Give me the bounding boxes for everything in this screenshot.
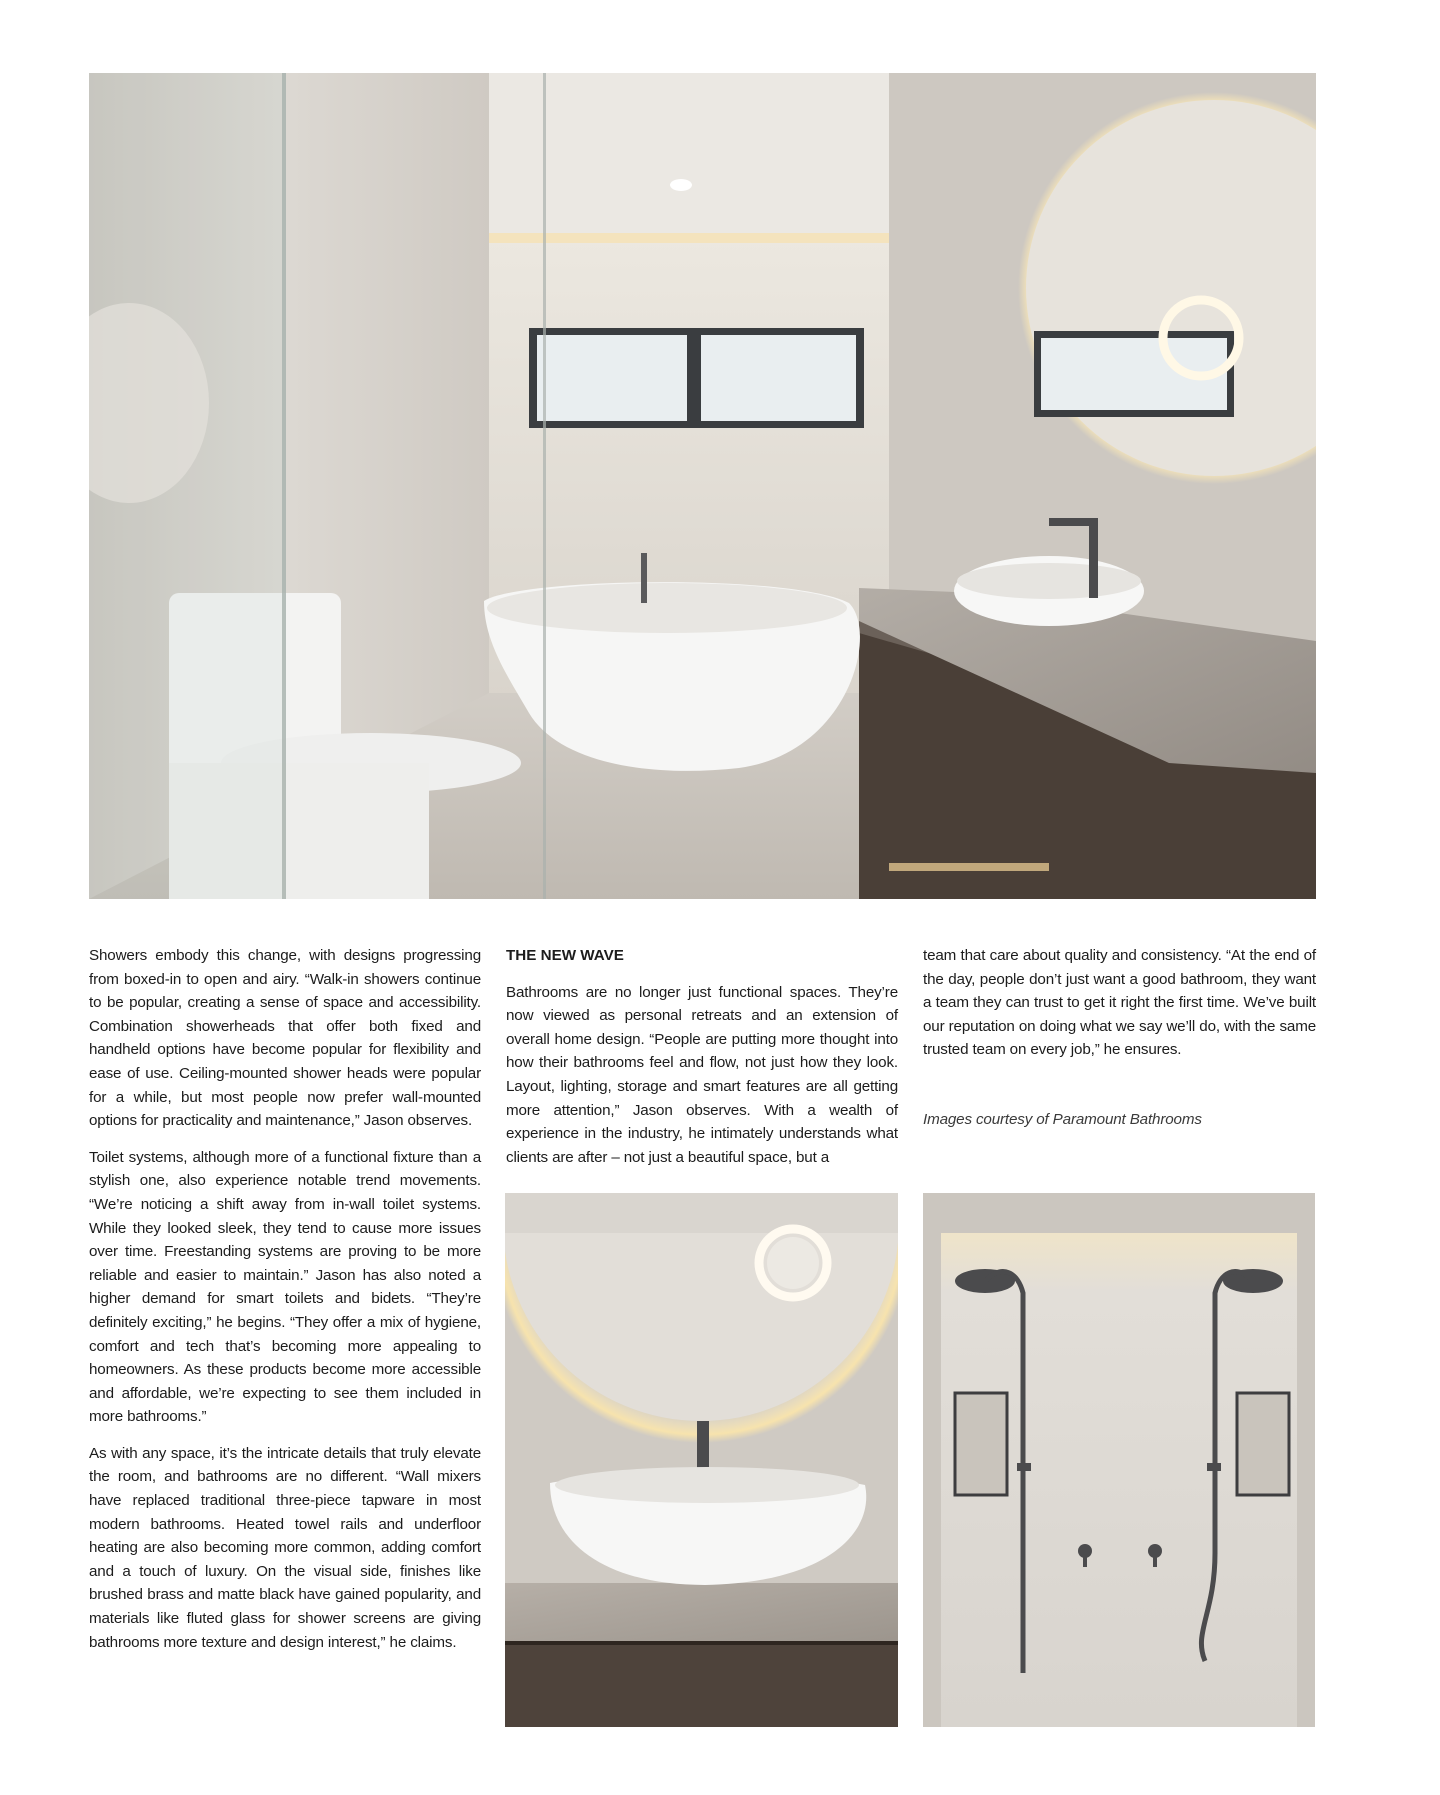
article-column-2	[506, 944, 898, 1182]
image-credit: Images courtesy of Paramount Bathrooms	[923, 1110, 1202, 1128]
paragraph-showers: Showers embody this change, with designs progressing from boxed-in to open and airy. “Walk-in showers continue to be popular, creating a sense of space and accessibility. Combination showerheads that offer both fixed and handheld options have become popular for flexibility and ease of use. Ceiling-mounted shower heads were popular for a while, but most people now prefer wall-mounted options for practicality and maintenance,” Jason observes.	[89, 947, 481, 1130]
twin-shower-photo	[923, 1193, 1315, 1727]
paragraph-team: team that care about quality and consistency. “At the end of the day, people don’t just want a good bathroom, they want a team they can trust to get it right the first time. We’ve built our reputation on doing what we say we’ll do, with the same trusted team on every job,” he ensures.	[923, 947, 1316, 1059]
article-column-3	[923, 944, 1316, 1145]
article-column-1	[89, 944, 481, 1667]
paragraph-new-wave: Bathrooms are no longer just functional spaces. They’re now viewed as personal retreats and an extension of overall home design. “People are putting more thought into how their bathrooms feel and flow, not just how they look. Layout, lighting, storage and smart features are all getting more attention,” Jason observes. With a wealth of experience in the industry, he intimately understands what clients are after – not just a beautiful space, but a	[506, 983, 898, 1166]
paragraph-details: As with any space, it’s the intricate details that truly elevate the room, and bathrooms are no different. “Wall mixers have replaced traditional three-piece tapware in most modern bathrooms. Heated towel rails and underfloor heating are also becoming more common, adding comfort and a touch of luxury. On the visual side, finishes like brushed brass and matte black have gained popularity, and materials like fluted glass for shower screens are giving bathrooms more texture and design interest,” he claims.	[89, 1444, 481, 1651]
section-heading: THE NEW WAVE	[506, 947, 624, 964]
vanity-basin-photo	[505, 1193, 898, 1727]
hero-bathroom-photo	[89, 73, 1316, 899]
paragraph-toilet-systems: Toilet systems, although more of a functional fixture than a stylish one, also experience notable trend movements. “We’re noticing a shift away from in-wall toilet systems. While they looked sleek, they tend to cause more issues over time. Freestanding systems are proving to be more reliable and easier to maintain.” Jason has also noted a higher demand for smart toilets and bidets. “They’re definitely exciting,” he begins. “They offer a mix of hygiene, comfort and tech that’s becoming more appealing to homeowners. As these products become more accessible and affordable, we’re expecting to see them included in more bathrooms.”	[89, 1148, 481, 1426]
